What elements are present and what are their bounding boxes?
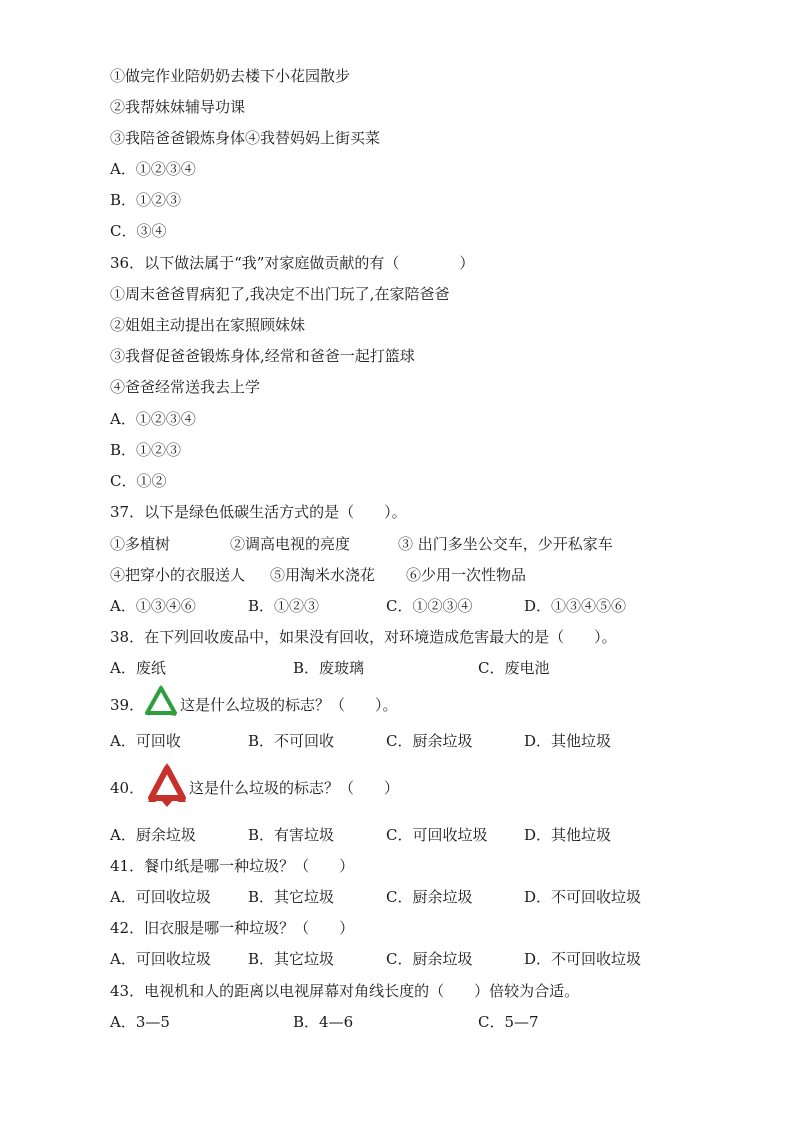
answer-option: D．不可回收垃圾 xyxy=(524,950,642,968)
choice-item: ③ 出门多坐公交车，少开私家车 xyxy=(398,535,613,553)
question-38-stem: 38．在下列回收废品中，如果没有回收，对环境造成危害最大的是（ ）。 xyxy=(110,628,617,646)
answer-option: A．①②③④ xyxy=(110,410,196,428)
answer-option: A．①③④⑥ xyxy=(110,597,196,615)
answer-option: C．厨余垃圾 xyxy=(386,732,473,750)
choice-item: ⑤用淘米水浇花 xyxy=(270,566,376,584)
answer-option: A．可回收垃圾 xyxy=(110,888,211,906)
choice-item: ④把穿小的衣服送人 xyxy=(110,566,246,584)
question-42-stem: 42．旧衣服是哪一种垃圾？（ ） xyxy=(110,919,355,937)
answer-option: B．①②③ xyxy=(110,191,182,209)
statement-line: ②我帮妹妹辅导功课 xyxy=(110,98,246,116)
answer-option: C．①②③④ xyxy=(386,597,473,615)
answer-option: D．①③④⑤⑥ xyxy=(524,597,627,615)
question-37-stem: 37．以下是绿色低碳生活方式的是（ ）。 xyxy=(110,503,407,521)
recycle-triangle-icon xyxy=(143,684,179,720)
statement-line: ③我督促爸爸锻炼身体,经常和爸爸一起打篮球 xyxy=(110,347,415,365)
recycle-triangle-icon xyxy=(146,762,188,808)
answer-option: C．③④ xyxy=(110,222,167,240)
answer-option: B．其它垃圾 xyxy=(248,950,335,968)
answer-option: A．废纸 xyxy=(110,659,166,677)
choice-item: ②调高电视的亮度 xyxy=(230,535,351,553)
answer-option: C．①② xyxy=(110,472,167,490)
answer-option: C．废电池 xyxy=(478,659,550,677)
statement-line: ①周末爸爸胃病犯了,我决定不出门玩了,在家陪爸爸 xyxy=(110,285,450,303)
statement-line: ③我陪爸爸锻炼身体④我替妈妈上街买菜 xyxy=(110,129,381,147)
question-39-stem: 这是什么垃圾的标志？（ ）。 xyxy=(180,696,398,714)
answer-option: B．①②③ xyxy=(248,597,320,615)
choice-item: ①多植树 xyxy=(110,535,171,553)
answer-option: A．厨余垃圾 xyxy=(110,826,196,844)
answer-option: A．可回收 xyxy=(110,732,181,750)
answer-option: B．废玻璃 xyxy=(293,659,365,677)
choice-item: ⑥少用一次性物品 xyxy=(406,566,527,584)
statement-line: ④爸爸经常送我去上学 xyxy=(110,378,261,396)
answer-option: D．其他垃圾 xyxy=(524,732,612,750)
question-39-number: 39． xyxy=(110,696,145,714)
answer-option: C．厨余垃圾 xyxy=(386,888,473,906)
question-43-stem: 43．电视机和人的距离以电视屏幕对角线长度的（ ）倍较为合适。 xyxy=(110,982,580,1000)
statement-line: ②姐姐主动提出在家照顾妹妹 xyxy=(110,316,306,334)
question-36-stem: 36．以下做法属于“我”对家庭做贡献的有（ ） xyxy=(110,254,475,272)
answer-option: C．可回收垃圾 xyxy=(386,826,488,844)
answer-option: C．5—7 xyxy=(478,1013,539,1031)
answer-option: B．①②③ xyxy=(110,441,182,459)
answer-option: A．3—5 xyxy=(110,1013,170,1031)
statement-line: ①做完作业陪奶奶去楼下小花园散步 xyxy=(110,67,351,85)
answer-option: D．不可回收垃圾 xyxy=(524,888,642,906)
question-40-stem: 这是什么垃圾的标志？（ ） xyxy=(189,779,400,797)
answer-option: B．其它垃圾 xyxy=(248,888,335,906)
answer-option: D．其他垃圾 xyxy=(524,826,612,844)
answer-option: C．厨余垃圾 xyxy=(386,950,473,968)
answer-option: B．不可回收 xyxy=(248,732,335,750)
question-40-number: 40． xyxy=(110,779,145,797)
answer-option: A．可回收垃圾 xyxy=(110,950,211,968)
answer-option: B．4—6 xyxy=(293,1013,354,1031)
question-41-stem: 41．餐巾纸是哪一种垃圾？（ ） xyxy=(110,857,355,875)
answer-option: A．①②③④ xyxy=(110,160,196,178)
answer-option: B．有害垃圾 xyxy=(248,826,335,844)
